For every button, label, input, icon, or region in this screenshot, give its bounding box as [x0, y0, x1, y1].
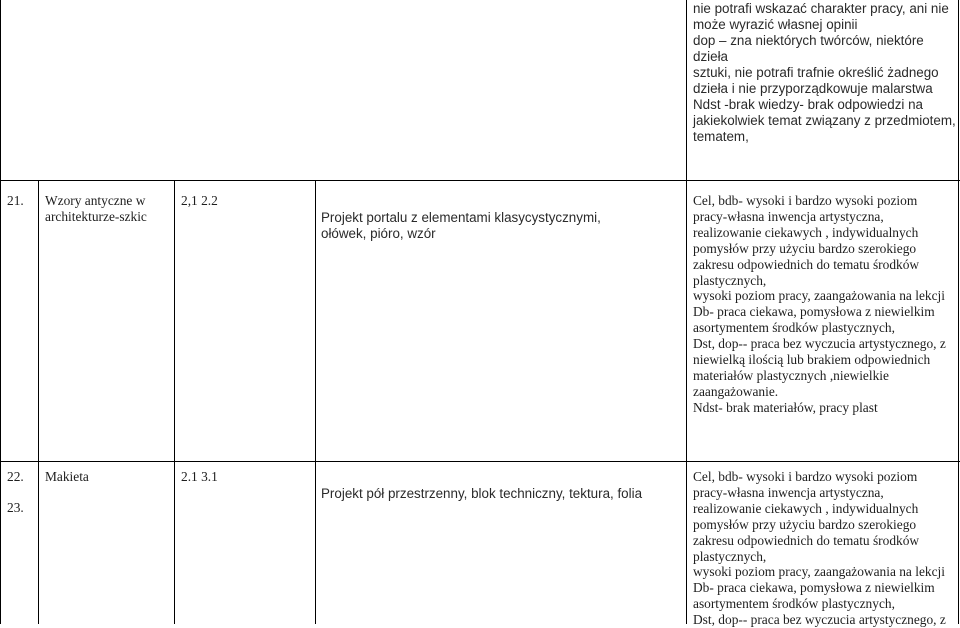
- table-border-col2: [174, 180, 175, 624]
- table-border-col4: [686, 0, 687, 624]
- grading-criteria: Cel, bdb- wysoki i bardzo wysoki poziom pracy-własna inwencja artystyczna, realizowanie ciekawych , indywidualnych pomysłów przy użyciu bardzo szerokiego zakresu odpowiednich do tematu środków plastycznych, wysoki poziom pracy, zaangażowania na lekcji Db- praca ciekawa, pomysłowa z niewielkim asortymentem środków plastycznych, Dst, dop-- praca bez wyczucia artystycznego, z: [693, 469, 946, 628]
- row-number: 21.: [7, 193, 24, 208]
- lesson-hours: 2.1 3.1: [181, 469, 218, 484]
- row-border-middle: [0, 461, 960, 462]
- table-border-col3: [315, 180, 316, 624]
- grading-criteria-text: nie potrafi wskazać charakter pracy, ani nie może wyrazić własnej opinii dop – zna niektórych twórców, niektóre dzieła sztuki, nie potrafi trafnie określić żadnego dzieła i nie przyporządkowuje malarstwa Ndst -brak wiedzy- brak odpowiedzi na jakiekolwiek temat związany z przedmiotem, tematem,: [693, 1, 956, 144]
- lesson-task: Projekt portalu z elementami klasycystycznymi, ołówek, pióro, wzór: [321, 210, 601, 241]
- table-border-col1: [38, 180, 39, 624]
- lesson-topic: Makieta: [45, 469, 89, 484]
- table-border-left: [0, 0, 1, 624]
- lesson-task: Projekt pół przestrzenny, blok techniczny, tektura, folia: [321, 486, 643, 501]
- lesson-hours: 2,1 2.2: [181, 193, 218, 208]
- lesson-topic: Wzory antyczne w architekturze-szkic: [45, 193, 147, 224]
- row-number: 22. 23.: [7, 469, 24, 515]
- row-border-top: [0, 180, 960, 181]
- grading-criteria: Cel, bdb- wysoki i bardzo wysoki poziom pracy-własna inwencja artystyczna, realizowanie ciekawych , indywidualnych pomysłów przy użyciu bardzo szerokiego zakresu odpowiednich do tematu środków plastycznych, wysoki poziom pracy, zaangażowania na lekcji Db- praca ciekawa, pomysłowa z niewielkim asortymentem środków plastycznych, Dst, dop-- praca bez wyczucia artystycznego, z niewielką ilością lub brakiem odpowiednich materiałów plastycznych ,niewielkie zaangażowanie. Ndst- brak materiałów, pracy plast: [693, 193, 946, 415]
